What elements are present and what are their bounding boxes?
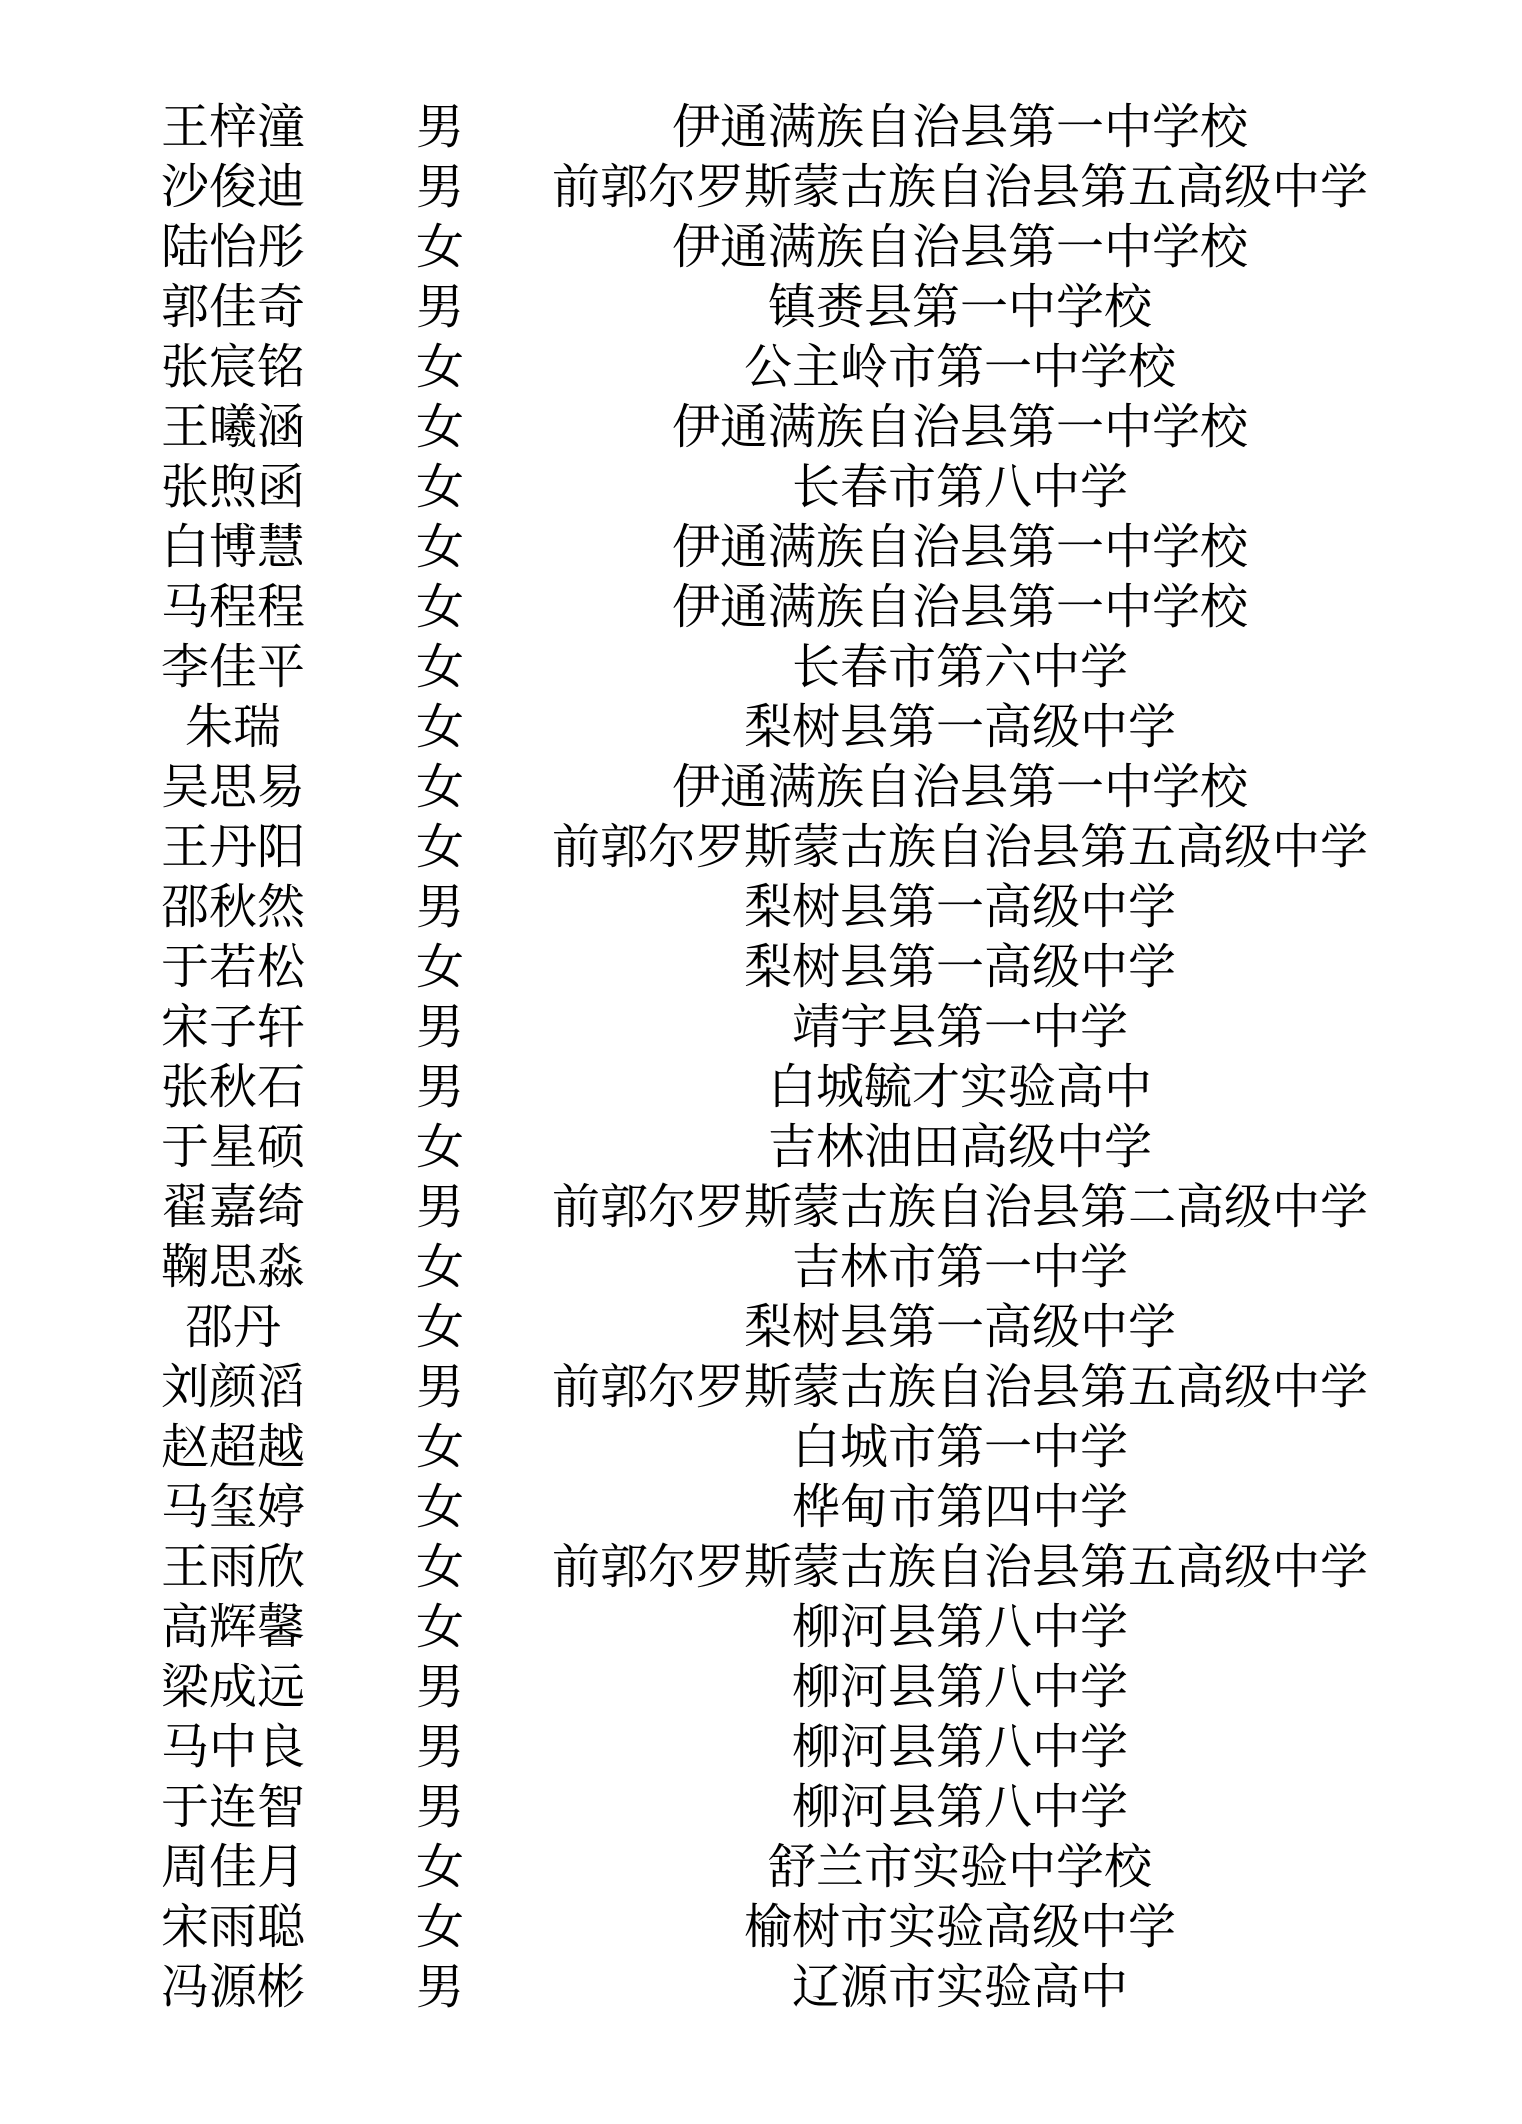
student-name: 王丹阳 — [160, 819, 305, 875]
student-name: 张宸铭 — [160, 339, 305, 395]
student-name: 宋雨聪 — [160, 1899, 305, 1955]
student-name: 宋子轩 — [160, 999, 305, 1055]
student-school: 前郭尔罗斯蒙古族自治县第五高级中学 — [551, 1359, 1368, 1415]
student-gender: 男 — [415, 1719, 464, 1775]
student-gender: 女 — [415, 1239, 464, 1295]
table-row — [0, 1897, 1522, 1957]
student-name: 马中良 — [160, 1719, 305, 1775]
student-name: 于星硕 — [160, 1119, 305, 1175]
student-school: 前郭尔罗斯蒙古族自治县第五高级中学 — [551, 819, 1368, 875]
student-school: 柳河县第八中学 — [791, 1599, 1128, 1655]
student-gender: 女 — [415, 1899, 464, 1955]
student-name: 邵丹 — [184, 1299, 281, 1355]
student-name: 于若松 — [160, 939, 305, 995]
student-school: 靖宇县第一中学 — [791, 999, 1128, 1055]
student-school: 榆树市实验高级中学 — [743, 1899, 1176, 1955]
student-school: 伊通满族自治县第一中学校 — [671, 759, 1248, 815]
student-school: 伊通满族自治县第一中学校 — [671, 519, 1248, 575]
table-row — [0, 157, 1522, 217]
student-name: 王曦涵 — [160, 399, 305, 455]
student-gender: 女 — [415, 759, 464, 815]
student-name: 王梓潼 — [160, 99, 305, 155]
student-name: 翟嘉绮 — [160, 1179, 305, 1235]
student-school: 吉林油田高级中学 — [767, 1119, 1152, 1175]
student-name: 王雨欣 — [160, 1539, 305, 1595]
table-row — [0, 1597, 1522, 1657]
student-gender: 女 — [415, 339, 464, 395]
student-name: 于连智 — [160, 1779, 305, 1835]
table-row — [0, 1417, 1522, 1477]
student-school: 柳河县第八中学 — [791, 1719, 1128, 1775]
student-gender: 男 — [415, 99, 464, 155]
table-row — [0, 277, 1522, 337]
table-row — [0, 877, 1522, 937]
student-school: 伊通满族自治县第一中学校 — [671, 99, 1248, 155]
student-name: 马程程 — [160, 579, 305, 635]
table-row — [0, 1477, 1522, 1537]
student-gender: 女 — [415, 1599, 464, 1655]
table-row — [0, 1357, 1522, 1417]
student-gender: 男 — [415, 999, 464, 1055]
student-gender: 女 — [415, 699, 464, 755]
student-gender: 男 — [415, 279, 464, 335]
student-gender: 女 — [415, 219, 464, 275]
student-school: 柳河县第八中学 — [791, 1659, 1128, 1715]
student-gender: 女 — [415, 819, 464, 875]
student-name: 冯源彬 — [160, 1959, 305, 2015]
student-gender: 男 — [415, 1179, 464, 1235]
table-row — [0, 397, 1522, 457]
table-row — [0, 1957, 1522, 2017]
student-gender: 女 — [415, 939, 464, 995]
table-row — [0, 1057, 1522, 1117]
student-school: 吉林市第一中学 — [791, 1239, 1128, 1295]
table-row — [0, 1717, 1522, 1777]
student-name: 马玺婷 — [160, 1479, 305, 1535]
table-row — [0, 997, 1522, 1057]
student-school: 长春市第八中学 — [791, 459, 1128, 515]
student-gender: 女 — [415, 519, 464, 575]
student-gender: 女 — [415, 1479, 464, 1535]
student-gender: 女 — [415, 1539, 464, 1595]
student-school: 白城市第一中学 — [791, 1419, 1128, 1475]
table-row — [0, 757, 1522, 817]
student-school: 柳河县第八中学 — [791, 1779, 1128, 1835]
table-row — [0, 1297, 1522, 1357]
student-school: 伊通满族自治县第一中学校 — [671, 219, 1248, 275]
table-row — [0, 1657, 1522, 1717]
table-row — [0, 337, 1522, 397]
student-name: 赵超越 — [160, 1419, 305, 1475]
student-gender: 男 — [415, 1959, 464, 2015]
table-row — [0, 1177, 1522, 1237]
student-school: 白城毓才实验高中 — [767, 1059, 1152, 1115]
student-name: 白博慧 — [160, 519, 305, 575]
student-school: 长春市第六中学 — [791, 639, 1128, 695]
student-school: 梨树县第一高级中学 — [743, 879, 1176, 935]
student-roster — [0, 97, 1522, 2017]
student-school: 辽源市实验高中 — [791, 1959, 1128, 2015]
student-gender: 女 — [415, 579, 464, 635]
table-row — [0, 937, 1522, 997]
student-school: 梨树县第一高级中学 — [743, 699, 1176, 755]
student-gender: 男 — [415, 1779, 464, 1835]
student-name: 周佳月 — [160, 1839, 305, 1895]
student-name: 沙俊迪 — [160, 159, 305, 215]
student-gender: 女 — [415, 399, 464, 455]
student-name: 朱瑞 — [184, 699, 281, 755]
table-row — [0, 517, 1522, 577]
student-gender: 女 — [415, 459, 464, 515]
student-gender: 女 — [415, 639, 464, 695]
student-school: 梨树县第一高级中学 — [743, 1299, 1176, 1355]
table-row — [0, 1237, 1522, 1297]
student-school: 桦甸市第四中学 — [791, 1479, 1128, 1535]
student-name: 刘颜滔 — [160, 1359, 305, 1415]
table-row — [0, 637, 1522, 697]
student-gender: 男 — [415, 1059, 464, 1115]
student-school: 舒兰市实验中学校 — [767, 1839, 1152, 1895]
table-row — [0, 697, 1522, 757]
table-row — [0, 1117, 1522, 1177]
table-row — [0, 1537, 1522, 1597]
student-school: 梨树县第一高级中学 — [743, 939, 1176, 995]
table-row — [0, 217, 1522, 277]
student-school: 前郭尔罗斯蒙古族自治县第二高级中学 — [551, 1179, 1368, 1235]
student-name: 李佳平 — [160, 639, 305, 695]
student-school: 公主岭市第一中学校 — [743, 339, 1176, 395]
student-name: 陆怡彤 — [160, 219, 305, 275]
table-row — [0, 1837, 1522, 1897]
student-name: 张秋石 — [160, 1059, 305, 1115]
student-gender: 女 — [415, 1839, 464, 1895]
student-school: 前郭尔罗斯蒙古族自治县第五高级中学 — [551, 1539, 1368, 1595]
table-row — [0, 97, 1522, 157]
student-school: 镇赉县第一中学校 — [767, 279, 1152, 335]
student-name: 鞠思淼 — [160, 1239, 305, 1295]
student-name: 梁成远 — [160, 1659, 305, 1715]
student-name: 吴思易 — [160, 759, 305, 815]
student-name: 张煦函 — [160, 459, 305, 515]
table-row — [0, 457, 1522, 517]
student-school: 伊通满族自治县第一中学校 — [671, 579, 1248, 635]
student-school: 伊通满族自治县第一中学校 — [671, 399, 1248, 455]
student-gender: 女 — [415, 1299, 464, 1355]
table-row — [0, 577, 1522, 637]
student-school: 前郭尔罗斯蒙古族自治县第五高级中学 — [551, 159, 1368, 215]
table-row — [0, 1777, 1522, 1837]
student-name: 邵秋然 — [160, 879, 305, 935]
student-gender: 男 — [415, 159, 464, 215]
student-gender: 男 — [415, 1659, 464, 1715]
student-gender: 女 — [415, 1419, 464, 1475]
student-gender: 男 — [415, 879, 464, 935]
student-gender: 男 — [415, 1359, 464, 1415]
table-row — [0, 817, 1522, 877]
student-name: 郭佳奇 — [160, 279, 305, 335]
student-name: 高辉馨 — [160, 1599, 305, 1655]
student-gender: 女 — [415, 1119, 464, 1175]
